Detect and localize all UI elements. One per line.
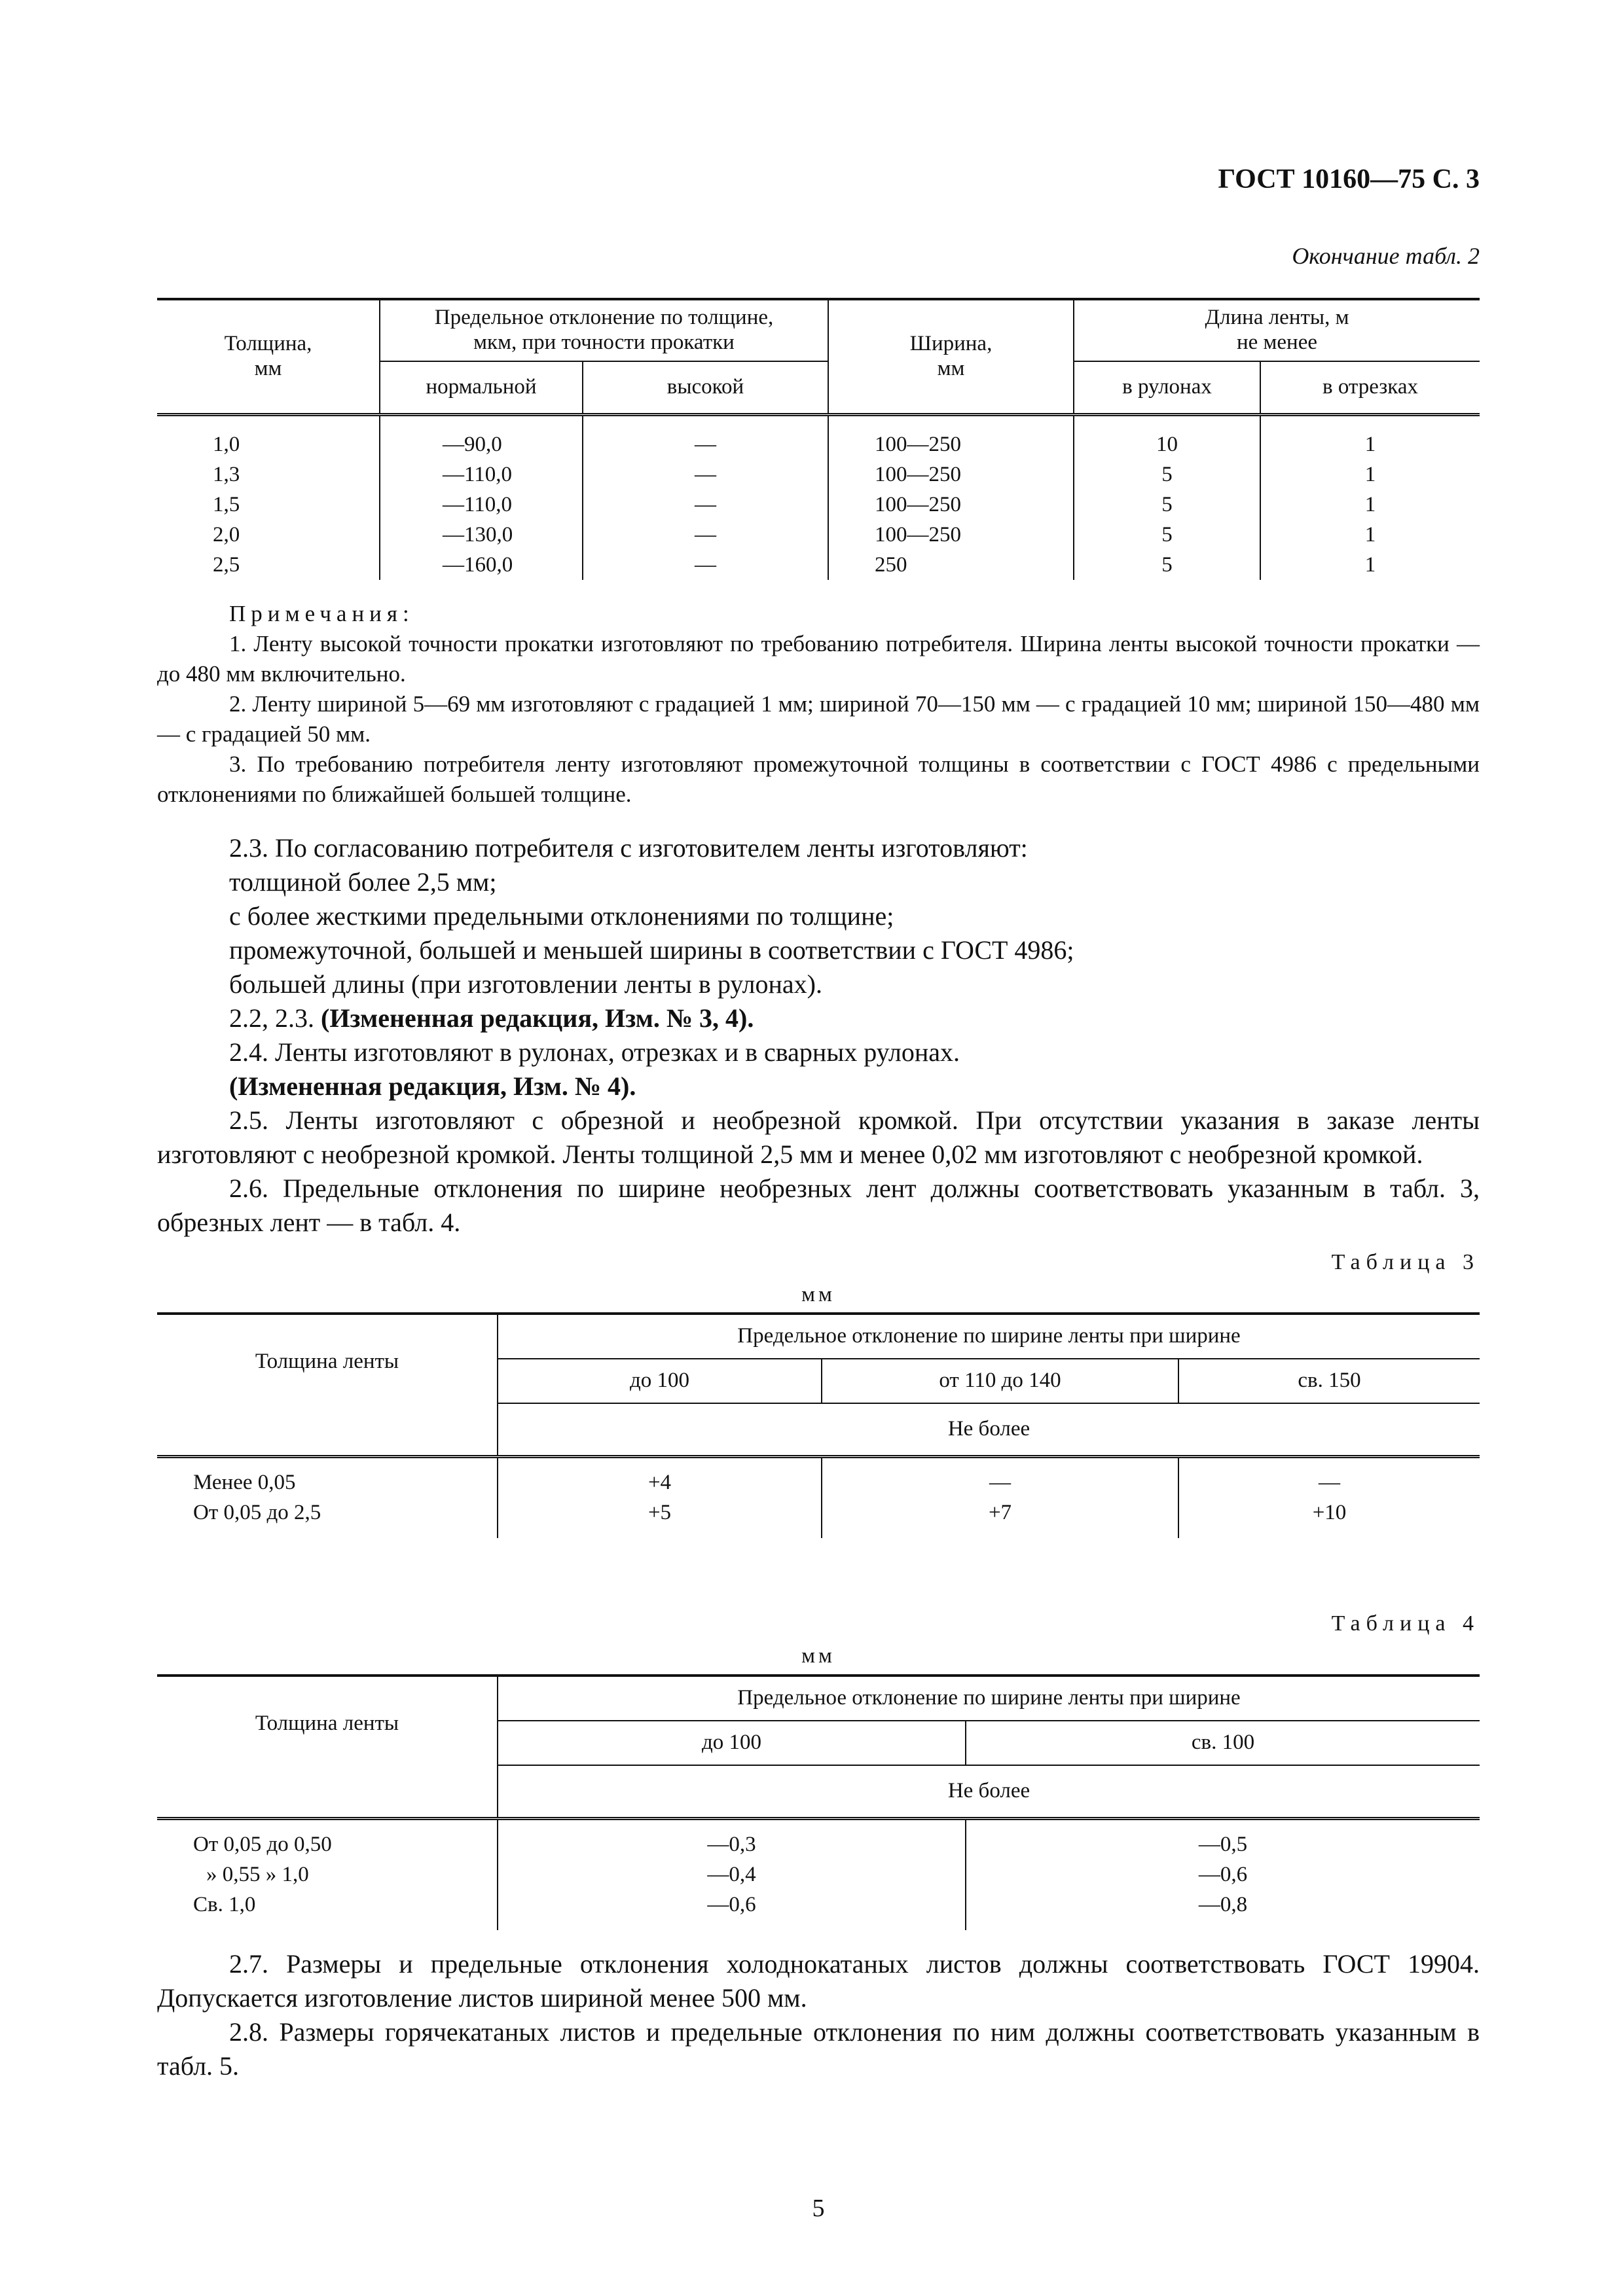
table-row: От 0,05 до 2,5 +5 +7 +10 [157,1498,1480,1538]
col-thickness-header: Толщина, мм [157,299,380,415]
col-width-over-150: св. 150 [1178,1359,1480,1403]
not-more-header: Не более [498,1403,1480,1457]
table-row: 1,3 —110,0 — 100—250 5 1 [157,459,1480,490]
clause-2-3-item: толщиной более 2,5 мм; [229,867,497,897]
clause-2-8: 2.8. Размеры горячекатаных листов и предельные отклонения по ним должны соответствовать указанным в табл. 5. [157,2017,1480,2081]
clauses-block [157,831,1480,1240]
notes-title: Примечания: [229,601,414,626]
table-row: Менее 0,05 +4 — — [157,1467,1480,1498]
col-deviation-header: Предельное отклонение по ширине ленты при ширине [498,1676,1480,1721]
col-normal-header: нормальной [380,361,583,415]
table-3-unit: мм [801,1283,835,1306]
not-more-header: Не более [498,1765,1480,1819]
col-width-up-to-100: до 100 [498,1359,822,1403]
clauses-block-2 [157,1947,1480,2083]
table-3 [157,1312,1480,1538]
col-deviation-header: Предельное отклонение по ширине ленты при ширине [498,1314,1480,1359]
col-high-header: высокой [583,361,828,415]
table-row: 2,0 —130,0 — 100—250 5 1 [157,520,1480,550]
amendment-2-4: (Измененная редакция, Изм. № 4). [229,1071,636,1101]
clause-2-3: 2.3. По согласованию потребителя с изготовителем ленты изготовляют: [229,833,1028,863]
col-width-up-to-100: до 100 [498,1721,966,1765]
col-rolls-header: в рулонах [1074,361,1260,415]
clause-2-3-item: промежуточной, большей и меньшей ширины в соответствии с ГОСТ 4986; [229,935,1074,965]
note-1: 1. Ленту высокой точности прокатки изготовляют по требованию потребителя. Ширина ленты высокой точности прокатки — до 480 мм включительно. [157,631,1480,687]
table-4 [157,1674,1480,1930]
clause-2-7: 2.7. Размеры и предельные отклонения холоднокатаных листов должны соответствовать ГОСТ 19904. Допускается изготовление листов шириной менее 500 мм. [157,1949,1480,2013]
col-width-110-140: от 110 до 140 [822,1359,1178,1403]
table-row: » 0,55 » 1,0 —0,4 —0,6 [157,1859,1480,1890]
clause-2-3-item: с более жесткими предельными отклонениями по толщине; [229,901,894,931]
clause-2-6: 2.6. Предельные отклонения по ширине необрезных лент должны соответствовать указанным в табл. 3, обрезных лент — в табл. 4. [157,1174,1480,1237]
col-width-header: Ширина, мм [828,299,1074,415]
table-row: 1,5 —110,0 — 100—250 5 1 [157,490,1480,520]
col-length-header: Длина ленты, м не менее [1074,299,1480,361]
document-page [157,0,1480,2296]
table-continuation-label: Окончание табл. 2 [1292,243,1480,269]
table-4-caption: Таблица 4 [1331,1611,1480,1636]
table-3-caption: Таблица 3 [1331,1250,1480,1274]
amendment-2-2-2-3: 2.2, 2.3. (Измененная редакция, Изм. № 3, 4). [229,1003,754,1033]
clause-2-5: 2.5. Ленты изготовляют с обрезной и необрезной кромкой. При отсутствии указания в заказе ленты изготовляют с необрезной кромкой. Ленты толщиной 2,5 мм и менее 0,02 мм изготовляют с необрезной кромкой. [157,1105,1480,1169]
col-thickness-header: Толщина ленты [157,1676,498,1819]
table-row: 1,0 —90,0 — 100—250 10 1 [157,429,1480,459]
page-number: 5 [812,2195,825,2222]
notes-block [157,599,1480,810]
note-2: 2. Ленту шириной 5—69 мм изготовляют с градацией 1 мм; шириной 70—150 мм — с градацией 10 мм; шириной 150—480 мм — с градацией 50 мм. [157,691,1480,747]
clause-2-4: 2.4. Ленты изготовляют в рулонах, отрезках и в сварных рулонах. [229,1037,960,1067]
table-row: От 0,05 до 0,50 —0,3 —0,5 [157,1829,1480,1859]
col-width-over-100: св. 100 [966,1721,1480,1765]
table-row: 2,5 —160,0 — 250 5 1 [157,550,1480,580]
col-thickness-header: Толщина ленты [157,1314,498,1457]
table-4-unit: мм [801,1644,835,1668]
col-deviation-header: Предельное отклонение по толщине, мкм, при точности прокатки [380,299,828,361]
col-cuts-header: в отрезках [1260,361,1480,415]
document-header: ГОСТ 10160—75 С. 3 [1218,164,1480,194]
clause-2-3-item: большей длины (при изготовлении ленты в рулонах). [229,969,822,999]
table-2 [157,298,1480,580]
note-3: 3. По требованию потребителя ленту изготовляют промежуточной толщины в соответствии с ГОСТ 4986 с предельными отклонениями по ближайшей большей толщине. [157,751,1480,807]
table-row: Св. 1,0 —0,6 —0,8 [157,1890,1480,1930]
